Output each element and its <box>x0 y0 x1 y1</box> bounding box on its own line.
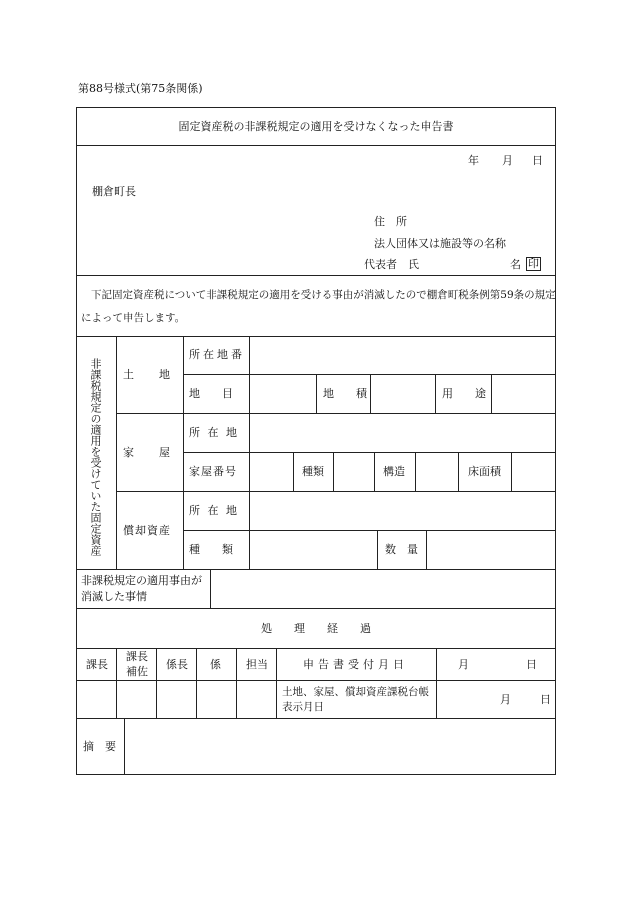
rule-proc-title-bottom <box>77 648 555 649</box>
receipt-month: 月 <box>458 658 469 671</box>
house-number-label: 家屋番号 <box>189 465 237 478</box>
vrule-house-1 <box>293 452 294 491</box>
seal-mark: 印 <box>528 257 539 270</box>
vrule-house-4 <box>415 452 416 491</box>
date-year: 年 <box>468 154 479 167</box>
vrule-house-2 <box>333 452 334 491</box>
remarks-label: 摘 要 <box>83 740 116 753</box>
land-label: 土 地 <box>123 368 171 381</box>
vrule-proc-2 <box>156 648 157 718</box>
rule-section-bottom <box>77 569 555 570</box>
proc-col-assistant-1: 課長 <box>126 650 148 663</box>
vrule-proc-5 <box>276 648 277 718</box>
vrule-land-4 <box>491 374 492 413</box>
house-structure-label: 構造 <box>383 465 405 478</box>
representative-label: 代表者 氏 <box>364 258 419 271</box>
vrule-category <box>183 336 184 569</box>
house-floor-area-label: 床面積 <box>468 465 501 478</box>
ledger-day: 日 <box>540 693 551 706</box>
form-number: 第88号様式(第75条関係) <box>78 82 203 95</box>
vrule-house-5 <box>458 452 459 491</box>
vrule-dep-2 <box>426 530 427 569</box>
rule-title-bottom <box>77 145 555 146</box>
receipt-date-label: 申告書受付月日 <box>303 658 408 671</box>
form-title: 固定資産税の非課税規定の適用を受けなくなった申告書 <box>178 120 454 133</box>
vrule-house-3 <box>374 452 375 491</box>
rule-house-bottom <box>116 491 555 492</box>
declaration-form <box>76 107 556 775</box>
rule-statement-bottom <box>77 336 555 337</box>
processing-title: 処 理 経 過 <box>261 622 371 635</box>
proc-col-subchief: 係長 <box>166 658 188 671</box>
vrule-land-3 <box>435 374 436 413</box>
house-label: 家 屋 <box>123 446 171 459</box>
proc-col-assistant-2: 補佐 <box>126 665 148 678</box>
land-category-label: 地 目 <box>189 387 233 400</box>
land-area-label: 地 積 <box>323 387 367 400</box>
proc-col-staff: 係 <box>210 658 221 671</box>
address-label: 住 所 <box>374 215 407 228</box>
rule-land-mid <box>183 374 555 375</box>
depreciable-label: 償却資産 <box>123 524 171 537</box>
vrule-proc-4 <box>236 648 237 718</box>
rule-reason-bottom <box>77 608 555 609</box>
vrule-house-6 <box>511 452 512 491</box>
date-month: 月 <box>502 154 513 167</box>
rule-house-mid <box>183 452 555 453</box>
rule-land-bottom <box>116 413 555 414</box>
receipt-day: 日 <box>526 658 537 671</box>
vrule-item <box>249 336 250 569</box>
land-location-label: 所在地番 <box>189 348 245 361</box>
reason-label-line2: 消滅した事情 <box>81 590 147 603</box>
reason-label-line1: 非課税規定の適用事由が <box>81 574 202 587</box>
ledger-label-line2: 表示月日 <box>282 701 324 713</box>
addressee: 棚倉町長 <box>92 185 136 198</box>
vrule-dep-1 <box>377 530 378 569</box>
vrule-reason <box>210 569 211 608</box>
vrule-land-2 <box>370 374 371 413</box>
proc-col-chief: 課長 <box>86 658 108 671</box>
vrule-proc-3 <box>196 648 197 718</box>
rule-dep-mid <box>183 530 555 531</box>
proc-col-incharge: 担当 <box>246 658 268 671</box>
statement-line1: 下記固定資産税について非課税規定の適用を受ける事由が消滅したので棚倉町税条例第59条の規定 <box>91 289 556 301</box>
ledger-label-line1: 土地、家屋、償却資産課税台帳 <box>282 686 429 698</box>
rule-proc-stamp-bottom <box>77 718 555 719</box>
statement-line2: によって申告します。 <box>81 312 186 324</box>
date-day: 日 <box>532 154 543 167</box>
vrule-land-1 <box>316 374 317 413</box>
house-kind-label: 種類 <box>302 465 324 478</box>
section-vertical-label: 非課税規定の適用を受けていた固定資産 <box>89 358 102 556</box>
depreciable-quantity-label: 数 量 <box>385 543 418 556</box>
vrule-section-label <box>116 336 117 569</box>
vrule-proc-6 <box>436 648 437 718</box>
org-name-label: 法人団体又は施設等の名称 <box>374 237 506 250</box>
rule-header-bottom <box>77 275 555 276</box>
vrule-remarks <box>124 718 125 775</box>
depreciable-location-label: 所 在 地 <box>189 504 239 517</box>
vrule-proc-1 <box>116 648 117 718</box>
ledger-month: 月 <box>500 693 511 706</box>
rule-proc-header-bottom <box>77 680 555 681</box>
land-use-label: 用 途 <box>442 387 486 400</box>
depreciable-kind-label: 種 類 <box>189 543 233 556</box>
house-location-label: 所 在 地 <box>189 426 239 439</box>
name-suffix: 名 <box>510 258 521 271</box>
